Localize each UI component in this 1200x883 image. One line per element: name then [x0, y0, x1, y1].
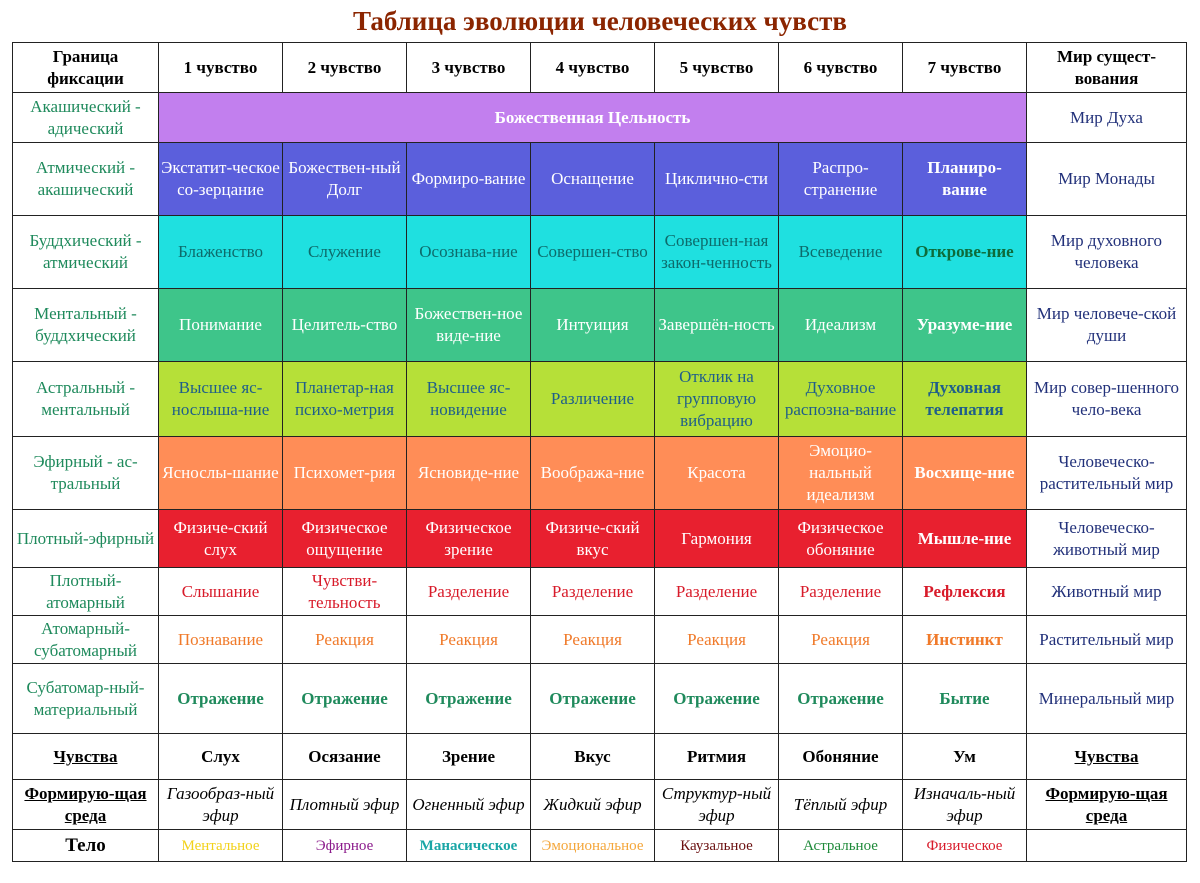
table-row	[13, 616, 1187, 664]
world-label: Человеческо-животный мир	[1027, 510, 1187, 568]
level-label: Эфирный - ас-тральный	[13, 437, 159, 510]
table-cell: Высшее яс-новидение	[407, 362, 531, 437]
table-cell: Восхище-ние	[903, 437, 1027, 510]
table-cell: Интуиция	[531, 289, 655, 362]
body-cell: Эмоциональное	[531, 830, 655, 862]
header-row	[13, 43, 1187, 93]
table-cell: Высшее яс-нослыша-ние	[159, 362, 283, 437]
table-cell: Духовное распозна-вание	[779, 362, 903, 437]
table-cell: Красота	[655, 437, 779, 510]
level-label: Плотный-атомарный	[13, 568, 159, 616]
table-cell: Рефлексия	[903, 568, 1027, 616]
medium-cell: Структур-ный эфир	[655, 780, 779, 830]
table-cell: Блаженство	[159, 216, 283, 289]
sense-name: Ум	[903, 734, 1027, 780]
table-row	[13, 216, 1187, 289]
table-cell: Разделение	[655, 568, 779, 616]
medium-label: Формирую-щая среда	[13, 780, 159, 830]
table-row	[13, 362, 1187, 437]
sense-name: Зрение	[407, 734, 531, 780]
table-cell: Отражение	[283, 664, 407, 734]
table-cell: Совершен-ная закон-ченность	[655, 216, 779, 289]
table-cell: Различение	[531, 362, 655, 437]
level-label: Астральный - ментальный	[13, 362, 159, 437]
table-cell: Духовная телепатия	[903, 362, 1027, 437]
table-cell: Разделение	[779, 568, 903, 616]
table-cell: Экстатит-ческое со-зерцание	[159, 143, 283, 216]
medium-label-right: Формирую-щая среда	[1027, 780, 1187, 830]
sense-name: Слух	[159, 734, 283, 780]
sense-name: Ритмия	[655, 734, 779, 780]
page-title: Таблица эволюции человеческих чувств	[352, 6, 847, 36]
table-cell: Завершён-ность	[655, 289, 779, 362]
header-sense-7: 7 чувство	[903, 43, 1027, 93]
medium-cell: Тёплый эфир	[779, 780, 903, 830]
header-sense-6: 6 чувство	[779, 43, 903, 93]
table-row	[13, 510, 1187, 568]
table-row	[13, 93, 1187, 143]
medium-cell: Плотный эфир	[283, 780, 407, 830]
level-label: Акашический - адический	[13, 93, 159, 143]
table-cell: Физическое обоняние	[779, 510, 903, 568]
body-cell: Каузальное	[655, 830, 779, 862]
table-cell: Уразуме-ние	[903, 289, 1027, 362]
level-label: Атмический - акашический	[13, 143, 159, 216]
body-cell: Ментальное	[159, 830, 283, 862]
table-cell: Формиро-вание	[407, 143, 531, 216]
senses-row	[13, 734, 1187, 780]
table-row	[13, 664, 1187, 734]
table-cell: Реакция	[407, 616, 531, 664]
header-sense-1: 1 чувство	[159, 43, 283, 93]
world-label: Человеческо-растительный мир	[1027, 437, 1187, 510]
table-cell: Разделение	[531, 568, 655, 616]
table-cell: Всеведение	[779, 216, 903, 289]
world-label: Животный мир	[1027, 568, 1187, 616]
table-cell: Эмоцио-нальный идеализм	[779, 437, 903, 510]
table-cell: Цикличнo-сти	[655, 143, 779, 216]
table-cell: Ясновиде-ние	[407, 437, 531, 510]
level-label: Буддхический - атмический	[13, 216, 159, 289]
medium-cell: Жидкий эфир	[531, 780, 655, 830]
table-cell: Отражение	[531, 664, 655, 734]
table-cell: Служение	[283, 216, 407, 289]
world-label: Мир духовного человека	[1027, 216, 1187, 289]
header-sense-2: 2 чувство	[283, 43, 407, 93]
level-label: Плотный-эфирный	[13, 510, 159, 568]
world-label: Минеральный мир	[1027, 664, 1187, 734]
table-cell: Планетар-ная психо-метрия	[283, 362, 407, 437]
table-cell: Совершен-ство	[531, 216, 655, 289]
table-row	[13, 289, 1187, 362]
medium-cell: Огненный эфир	[407, 780, 531, 830]
world-label: Мир совер-шенного чело-века	[1027, 362, 1187, 437]
header-world: Мир сущест-вования	[1027, 43, 1187, 93]
table-cell: Яснослы-шание	[159, 437, 283, 510]
table-cell: Распро-странение	[779, 143, 903, 216]
table-cell: Понимание	[159, 289, 283, 362]
sense-name: Осязание	[283, 734, 407, 780]
body-row	[13, 830, 1187, 862]
evolution-table	[12, 42, 1187, 862]
table-cell: Реакция	[779, 616, 903, 664]
body-cell: Эфирное	[283, 830, 407, 862]
body-label: Тело	[13, 830, 159, 862]
body-label-right	[1027, 830, 1187, 862]
table-cell: Вообража-ние	[531, 437, 655, 510]
table-cell: Осознава-ние	[407, 216, 531, 289]
table-cell: Отражение	[779, 664, 903, 734]
world-label: Мир человече-ской души	[1027, 289, 1187, 362]
table-cell: Отражение	[407, 664, 531, 734]
table-cell: Отклик на групповую вибрацию	[655, 362, 779, 437]
table-cell: Открове-ние	[903, 216, 1027, 289]
table-cell: Отражение	[159, 664, 283, 734]
table-row	[13, 568, 1187, 616]
table-cell: Идеализм	[779, 289, 903, 362]
medium-cell: Изначаль-ный эфир	[903, 780, 1027, 830]
table-cell: Бытие	[903, 664, 1027, 734]
table-cell: Гармония	[655, 510, 779, 568]
level-label: Ментальный - буддхический	[13, 289, 159, 362]
table-cell: Слышание	[159, 568, 283, 616]
table-cell: Познавание	[159, 616, 283, 664]
table-cell: Реакция	[531, 616, 655, 664]
world-label: Мир Монады	[1027, 143, 1187, 216]
body-cell: Астральное	[779, 830, 903, 862]
merged-cell: Божественная Цельность	[159, 93, 1027, 143]
level-label: Субатомар-ный-материальный	[13, 664, 159, 734]
table-cell: Мышле-ние	[903, 510, 1027, 568]
table-cell: Отражение	[655, 664, 779, 734]
medium-row	[13, 780, 1187, 830]
table-cell: Инстинкт	[903, 616, 1027, 664]
senses-label: Чувства	[13, 734, 159, 780]
header-fixation-boundary: Граница фиксации	[13, 43, 159, 93]
header-sense-4: 4 чувство	[531, 43, 655, 93]
table-cell: Реакция	[283, 616, 407, 664]
table-cell: Планиро-вание	[903, 143, 1027, 216]
header-sense-3: 3 чувство	[407, 43, 531, 93]
table-cell: Физиче-ский слух	[159, 510, 283, 568]
sense-name: Обоняние	[779, 734, 903, 780]
table-cell: Целитель-ство	[283, 289, 407, 362]
table-cell: Психомет-рия	[283, 437, 407, 510]
table-cell: Божествен-ный Долг	[283, 143, 407, 216]
table-cell: Оснащение	[531, 143, 655, 216]
header-sense-5: 5 чувство	[655, 43, 779, 93]
sense-name: Вкус	[531, 734, 655, 780]
table-cell: Физическое ощущение	[283, 510, 407, 568]
table-row	[13, 143, 1187, 216]
table-cell: Реакция	[655, 616, 779, 664]
table-cell: Чувстви-тельность	[283, 568, 407, 616]
level-label: Атомарный-субатомарный	[13, 616, 159, 664]
table-cell: Божествен-ное виде-ние	[407, 289, 531, 362]
table-cell: Физическое зрение	[407, 510, 531, 568]
table-row	[13, 437, 1187, 510]
world-label: Мир Духа	[1027, 93, 1187, 143]
body-cell: Манасическое	[407, 830, 531, 862]
table-cell: Разделение	[407, 568, 531, 616]
table-cell: Физиче-ский вкус	[531, 510, 655, 568]
medium-cell: Газообраз-ный эфир	[159, 780, 283, 830]
world-label: Растительный мир	[1027, 616, 1187, 664]
senses-label-right: Чувства	[1027, 734, 1187, 780]
body-cell: Физическое	[903, 830, 1027, 862]
